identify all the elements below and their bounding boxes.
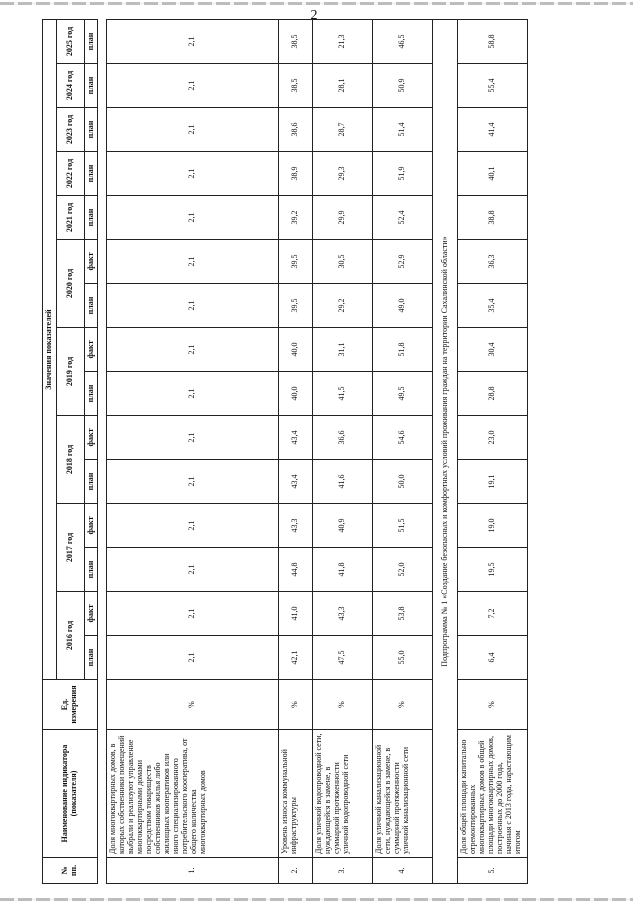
table-row (458, 20, 528, 884)
year-header: 2018 год (57, 416, 85, 504)
value-cell: 52,4 (373, 196, 433, 240)
value-cell: 43,3 (313, 592, 373, 636)
row-number: 1. (107, 858, 279, 884)
value-cell: 28,1 (313, 64, 373, 108)
value-cell: 7,2 (458, 592, 528, 636)
value-cell: 2,1 (107, 592, 279, 636)
value-cell: 2,1 (107, 460, 279, 504)
year-header: 2024 год (57, 64, 85, 108)
value-cell: 58,8 (458, 20, 528, 64)
value-cell: 55,0 (373, 636, 433, 680)
value-cell: 50,0 (373, 460, 433, 504)
value-cell: 41,8 (313, 548, 373, 592)
value-cell: 23,0 (458, 416, 528, 460)
value-cell: 2,1 (107, 64, 279, 108)
col-header-unit: Ед. измерения (43, 680, 98, 730)
value-cell: 2,1 (107, 636, 279, 680)
value-cell: 41,6 (313, 460, 373, 504)
separator (98, 20, 107, 884)
unit: % (107, 680, 279, 730)
plan-fact-header: план (85, 108, 98, 152)
unit: % (313, 680, 373, 730)
year-header: 2021 год (57, 196, 85, 240)
value-cell: 19,0 (458, 504, 528, 548)
value-cell: 51,8 (373, 328, 433, 372)
table-row (107, 20, 279, 884)
plan-fact-header: план (85, 372, 98, 416)
plan-fact-header: план (85, 636, 98, 680)
value-cell: 30,5 (313, 240, 373, 284)
year-header: 2017 год (57, 504, 85, 592)
indicator-name: Доля многоквартирных домов, в которых собственники помещений выбрали и реализуют управление многоквартирными домами посредством товариществ собственников жилья либо жилищных кооперативов или иного специализированного потребительского кооператива, от общего количества многоквартирных домов (107, 730, 279, 858)
value-cell: 54,6 (373, 416, 433, 460)
value-cell: 2,1 (107, 196, 279, 240)
value-cell: 2,1 (107, 328, 279, 372)
rotated-table-container (42, 19, 608, 884)
value-cell: 42,1 (279, 636, 313, 680)
table-row (313, 20, 373, 884)
plan-fact-header: факт (85, 240, 98, 284)
value-cell: 43,3 (279, 504, 313, 548)
value-cell: 52,0 (373, 548, 433, 592)
plan-fact-header: план (85, 20, 98, 64)
value-cell: 46,5 (373, 20, 433, 64)
value-cell: 38,5 (279, 20, 313, 64)
value-cell: 52,9 (373, 240, 433, 284)
year-header: 2019 год (57, 328, 85, 416)
year-header: 2023 год (57, 108, 85, 152)
plan-fact-header: план (85, 64, 98, 108)
value-cell: 19,1 (458, 460, 528, 504)
value-cell: 38,8 (458, 196, 528, 240)
unit: % (279, 680, 313, 730)
value-cell: 28,7 (313, 108, 373, 152)
indicator-name: Доля общей площади капитально отремонтированных многоквартирных домов в общей площади многоквартирных домов, построенных до 2000 года, начиная с 2013 года, нарастающим итогом (458, 730, 528, 858)
value-cell: 55,4 (458, 64, 528, 108)
plan-fact-header: план (85, 196, 98, 240)
col-header-values-group: Значения показателей (43, 20, 57, 680)
indicator-name: Доля уличной водопроводной сети, нуждающейся в замене, в суммарной протяженности уличной водопроводной сети (313, 730, 373, 858)
plan-fact-header: план (85, 548, 98, 592)
value-cell: 50,9 (373, 64, 433, 108)
value-cell: 39,2 (279, 196, 313, 240)
row-number: 4. (373, 858, 433, 884)
plan-fact-header: факт (85, 504, 98, 548)
value-cell: 47,5 (313, 636, 373, 680)
value-cell: 28,8 (458, 372, 528, 416)
table-row (279, 20, 313, 884)
value-cell: 41,0 (279, 592, 313, 636)
value-cell: 2,1 (107, 284, 279, 328)
year-header: 2020 год (57, 240, 85, 328)
value-cell: 29,3 (313, 152, 373, 196)
page-number: 2 (310, 8, 318, 23)
value-cell: 2,1 (107, 108, 279, 152)
plan-fact-header: факт (85, 328, 98, 372)
value-cell: 49,5 (373, 372, 433, 416)
value-cell: 40,0 (279, 372, 313, 416)
value-cell: 41,5 (313, 372, 373, 416)
value-cell: 2,1 (107, 504, 279, 548)
value-cell: 43,4 (279, 460, 313, 504)
col-header-no: № пп. (43, 858, 98, 884)
scan-artifact-bottom (0, 898, 633, 901)
row-number: 5. (458, 858, 528, 884)
value-cell: 36,3 (458, 240, 528, 284)
value-cell: 2,1 (107, 240, 279, 284)
plan-fact-header: факт (85, 592, 98, 636)
indicator-name: Доля уличной канализационной сети, нуждающейся в замене, в суммарной протяженности уличной канализационной сети (373, 730, 433, 858)
col-header-name: Наименование индикатора (показателя) (43, 730, 98, 858)
value-cell: 29,9 (313, 196, 373, 240)
value-cell: 38,9 (279, 152, 313, 196)
value-cell: 38,6 (279, 108, 313, 152)
value-cell: 40,9 (313, 504, 373, 548)
indicators-table (42, 19, 528, 884)
value-cell: 40,0 (279, 328, 313, 372)
value-cell: 2,1 (107, 372, 279, 416)
subprogram-title: Подпрограмма № 1 «Создание безопасных и комфортных условий проживания граждан на территории Сахалинской области» (433, 20, 458, 884)
value-cell: 35,4 (458, 284, 528, 328)
table-row (373, 20, 433, 884)
plan-fact-header: план (85, 152, 98, 196)
value-cell: 2,1 (107, 416, 279, 460)
value-cell: 2,1 (107, 548, 279, 592)
value-cell: 39,5 (279, 284, 313, 328)
value-cell: 21,3 (313, 20, 373, 64)
year-header: 2022 год (57, 152, 85, 196)
unit: % (373, 680, 433, 730)
value-cell: 43,4 (279, 416, 313, 460)
value-cell: 36,6 (313, 416, 373, 460)
year-header: 2016 год (57, 592, 85, 680)
value-cell: 6,4 (458, 636, 528, 680)
value-cell: 30,4 (458, 328, 528, 372)
row-number: 2. (279, 858, 313, 884)
value-cell: 51,4 (373, 108, 433, 152)
value-cell: 53,8 (373, 592, 433, 636)
row-number: 3. (313, 858, 373, 884)
value-cell: 39,5 (279, 240, 313, 284)
plan-fact-header: факт (85, 416, 98, 460)
value-cell: 29,2 (313, 284, 373, 328)
value-cell: 38,5 (279, 64, 313, 108)
indicator-name: Уровень износа коммунальной инфраструктуры (279, 730, 313, 858)
value-cell: 41,4 (458, 108, 528, 152)
value-cell: 51,9 (373, 152, 433, 196)
value-cell: 40,1 (458, 152, 528, 196)
plan-fact-header: план (85, 284, 98, 328)
value-cell: 19,5 (458, 548, 528, 592)
value-cell: 44,8 (279, 548, 313, 592)
value-cell: 31,1 (313, 328, 373, 372)
value-cell: 49,0 (373, 284, 433, 328)
unit: % (458, 680, 528, 730)
plan-fact-header: план (85, 460, 98, 504)
scan-artifact-top (0, 2, 633, 5)
value-cell: 2,1 (107, 20, 279, 64)
value-cell: 51,5 (373, 504, 433, 548)
year-header: 2025 год (57, 20, 85, 64)
value-cell: 2,1 (107, 152, 279, 196)
